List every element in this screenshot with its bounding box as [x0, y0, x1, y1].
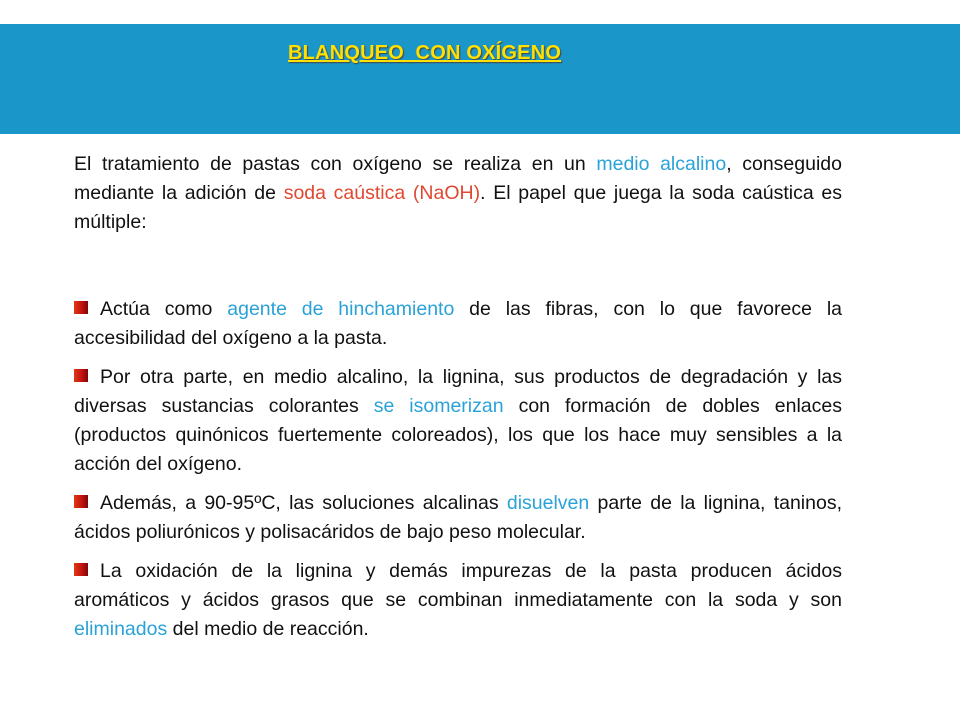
bullet-highlight: disuelven [506, 492, 590, 514]
red-square-bullet-icon [74, 301, 88, 314]
bullet-text: con formación de dobles enlaces (productos quinónicos fuertemente coloreados), los que los hace muy sensibles a la acción del oxígeno. [74, 395, 842, 475]
bullet-text: parte de la lignina, taninos, ácidos poliurónicos y polisacáridos de bajo peso molecular. [74, 492, 842, 543]
intro-text-1: El tratamiento de pastas con oxígeno se realiza en un [74, 153, 597, 175]
red-square-bullet-icon [74, 495, 88, 508]
intro-text-2: , conseguido mediante la adición de [74, 153, 842, 204]
intro-highlight-soda-caustica: soda caústica (NaOH) [283, 182, 481, 204]
page-title: BLANQUEO CON OXÍGENO [288, 42, 562, 64]
bullet-item-hinchamiento [74, 295, 842, 353]
bullet-item-isomerizan [74, 363, 842, 479]
bullet-text: de las fibras, con lo que favorece la accesibilidad del oxígeno a la pasta. [74, 298, 842, 349]
bullet-highlight: se isomerizan [373, 395, 504, 417]
red-square-bullet-icon [74, 369, 88, 382]
bullet-item-disuelven [74, 489, 842, 547]
bullet-highlight: agente de hinchamiento [227, 298, 455, 320]
intro-paragraph [74, 150, 842, 237]
red-square-bullet-icon [74, 563, 88, 576]
slide-body [74, 150, 842, 654]
bullet-text: Por otra parte, en medio alcalino, la lignina, sus productos de degradación y las diversas sustancias colorantes [74, 366, 842, 417]
bullet-text: Además, a 90-95ºC, las soluciones alcalinas [100, 492, 507, 514]
bullet-text: La oxidación de la lignina y demás impurezas de la pasta producen ácidos aromáticos y ácidos grasos que se combinan inmediatamente con la soda y son [74, 560, 842, 611]
bullet-item-eliminados [74, 557, 842, 644]
intro-highlight-medio-alcalino: medio alcalino [596, 153, 727, 175]
bullet-highlight: eliminados [74, 618, 168, 640]
title-banner [0, 24, 960, 134]
bullet-text: Actúa como [100, 298, 228, 320]
intro-text-3: . El papel que juega la soda caústica es múltiple: [74, 182, 842, 233]
bullet-text: del medio de reacción. [167, 618, 369, 640]
